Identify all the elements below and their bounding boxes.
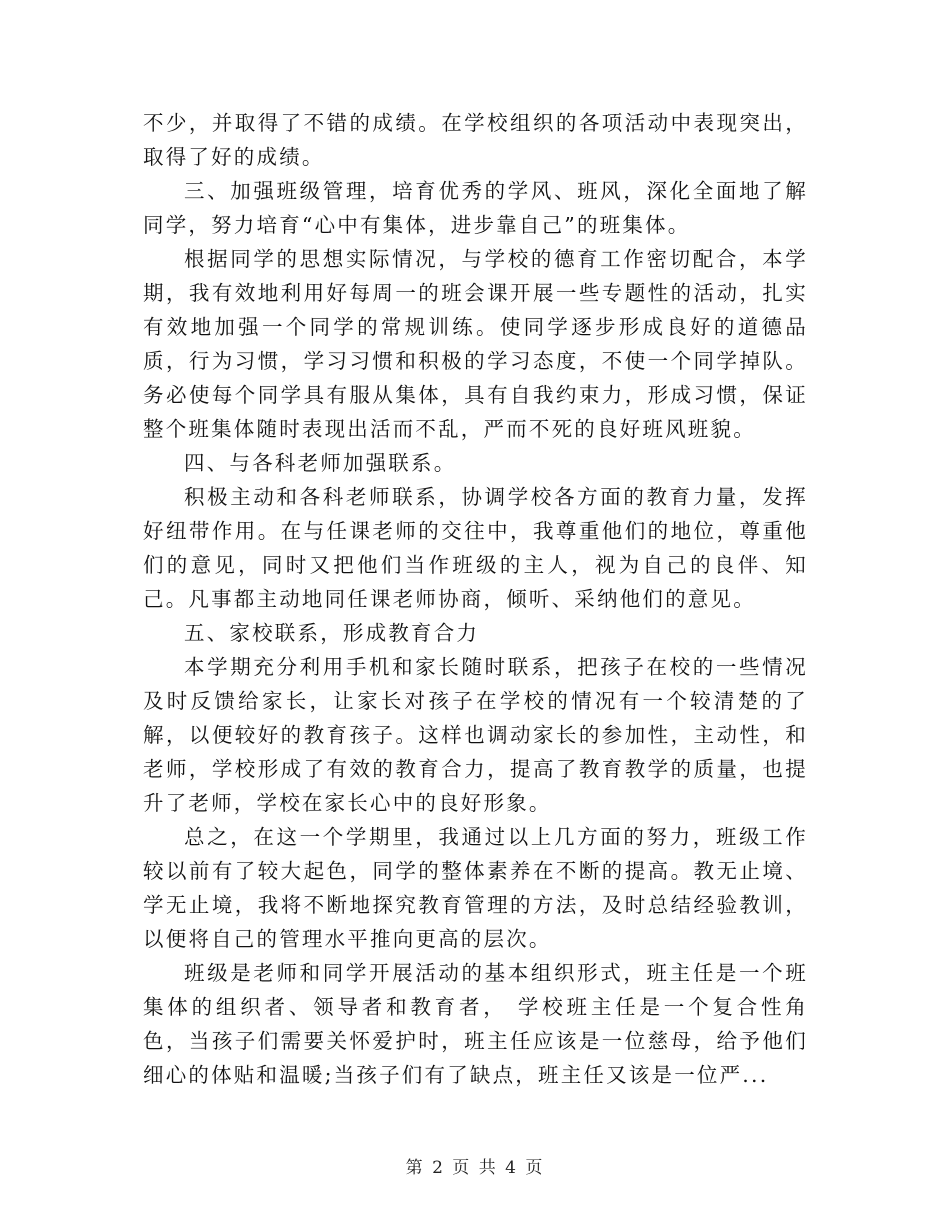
paragraph-continued: 不少，并取得了不错的成绩。在学校组织的各项活动中表现突出，取得了好的成绩。 (143, 111, 808, 169)
paragraph: 根据同学的思想实际情况，与学校的德育工作密切配合，本学期，我有效地利用好每周一的班会课开展一些专题性的活动，扎实有效地加强一个同学的常规训练。使同学逐步形成良好的道德品质，行为习惯，学习习惯和积极的学习态度，不使一个同学掉队。务必使每个同学具有服从集体，具有自我约束力，形成习惯，保证整个班集体随时表现出活而不乱，严而不死的良好班风班貌。 (143, 247, 808, 441)
page-number-footer: 第 2 页 共 4 页 (405, 1158, 545, 1178)
section-heading-5: 五、家校联系，形成教育合力 (184, 621, 480, 645)
paragraph: 班级是老师和同学开展活动的基本组织形式，班主任是一个班集体的组织者、领导者和教育者， 学校班主任是一个复合性角色，当孩子们需要关怀爱护时，班主任应该是一位慈母，给予他们细心的体贴和温暖;当孩子们有了缺点，班主任又该是一位严... (143, 961, 808, 1087)
paragraph: 积极主动和各科老师联系，协调学校各方面的教育力量，发挥好纽带作用。在与任课老师的交往中，我尊重他们的地位，尊重他们的意见，同时又把他们当作班级的主人，视为自己的良伴、知己。凡事都主动地同任课老师协商，倾听、采纳他们的意见。 (143, 485, 808, 611)
section-heading-3: 三、加强班级管理，培育优秀的学风、班风，深化全面地了解同学，努力培育“心中有集体，进步靠自己”的班集体。 (143, 179, 808, 237)
document-body (143, 106, 808, 1092)
paragraph: 总之，在这一个学期里，我通过以上几方面的努力，班级工作较以前有了较大起色，同学的整体素养在不断的提高。教无止境、学无止境，我将不断地探究教育管理的方法，及时总结经验教训，以便将自己的管理水平推向更高的层次。 (143, 825, 808, 951)
section-heading-4: 四、与各科老师加强联系。 (184, 451, 457, 475)
paragraph: 本学期充分利用手机和家长随时联系，把孩子在校的一些情况及时反馈给家长，让家长对孩子在学校的情况有一个较清楚的了解，以便较好的教育孩子。这样也调动家长的参加性，主动性，和老师，学校形成了有效的教育合力，提高了教育教学的质量，也提升了老师，学校在家长心中的良好形象。 (143, 655, 808, 815)
